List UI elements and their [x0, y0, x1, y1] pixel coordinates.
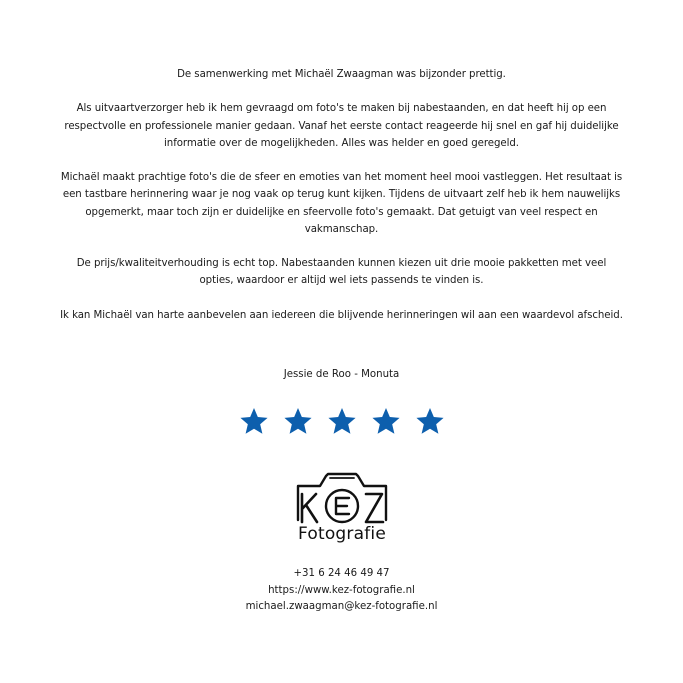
- star-icon: [239, 406, 269, 436]
- contact-phone: +31 6 24 46 49 47: [293, 568, 390, 579]
- review-paragraph-1: De samenwerking met Michaël Zwaagman was bijzonder prettig.: [177, 69, 506, 80]
- review-author: Jessie de Roo - Monuta: [283, 369, 400, 380]
- review-text: [60, 66, 623, 341]
- kez-logo: [290, 464, 394, 554]
- contact-email: michael.zwaagman@kez-fotografie.nl: [245, 601, 438, 612]
- star-icon: [283, 406, 313, 436]
- star-icon: [415, 406, 445, 436]
- review-paragraph-3: Michaël maakt prachtige foto's die de sfeer en emoties van het moment heel mooi vastleggen. Het resultaat is een tastbare herinnering waar je nog vaak op terug kunt kijken. Tijdens de uitvaart zelf heb ik hem nauwelijks opgemerkt, maar toch zijn er duidelijke en sfeervolle foto's gemaakt. Dat getuigt van veel respect en vakmanschap.: [60, 172, 623, 235]
- contact-website: https://www.kez-fotografie.nl: [268, 584, 415, 596]
- star-icon: [327, 406, 357, 436]
- contact-info: [0, 566, 683, 616]
- logo-tagline: Fotografie: [297, 524, 386, 544]
- review-paragraph-5: Ik kan Michaël van harte aanbevelen aan iedereen die blijvende herinneringen wil aan een waardevol afscheid.: [60, 309, 623, 321]
- star-icon: [371, 406, 401, 436]
- camera-outline-icon: [290, 464, 394, 526]
- star-rating: [0, 406, 683, 436]
- review-paragraph-4: De prijs/kwaliteitverhouding is echt top. Nabestaanden kunnen kiezen uit drie mooie pakketten met veel opties, waardoor er altijd wel iets passends te vinden is.: [76, 258, 607, 287]
- review-paragraph-2: Als uitvaartverzorger heb ik hem gevraagd om foto's te maken bij nabestaanden, en dat heeft hij op een respectvolle en professionele manier gedaan. Vanaf het eerste contact reageerde hij snel en gaf hij duidelijke informatie over de mogelijkheden. Alles was helder en goed geregeld.: [64, 103, 619, 149]
